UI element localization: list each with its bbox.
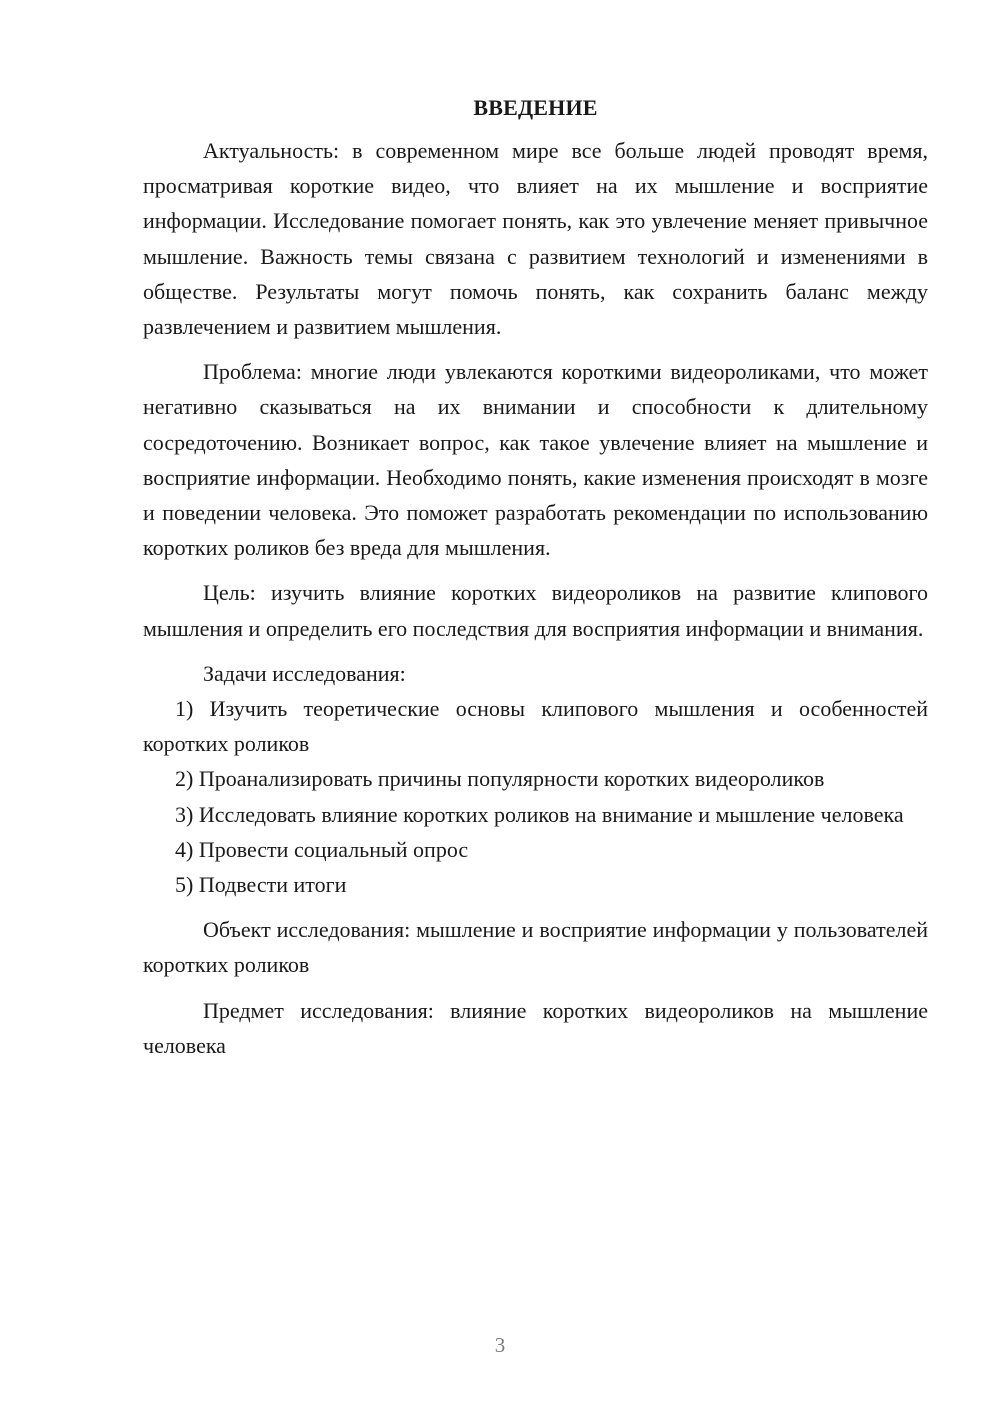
list-item: 5) Подвести итоги: [175, 872, 347, 898]
page-number: 3: [494, 1333, 506, 1357]
list-item: 4) Провести социальный опрос: [175, 836, 469, 862]
paragraph-goal: Цель: изучить влияние коротких видеороликов на развитие клипового мышления и определить его последствия для восприятия информации и внимания.: [143, 580, 928, 641]
page-content: [143, 90, 928, 1063]
list-item: 1) Изучить теоретические основы клипового мышления и особенностей коротких роликов: [143, 696, 928, 757]
tasks-list: [143, 691, 928, 902]
list-item: 2) Проанализировать причины популярности коротких видеороликов: [175, 766, 825, 792]
paragraph-object: Объект исследования: мышление и восприятие информации у пользователей коротких роликов: [143, 917, 928, 978]
paragraph-relevance: Актуальность: в современном мире все больше людей проводят время, просматривая короткие видео, что влияет на их мышление и восприятие информации. Исследование помогает понять, как это увлечение меняет привычное мышление. Важность темы связана с развитием технологий и изменениями в обществе. Результаты могут помочь понять, как сохранить баланс между развлечением и развитием мышления.: [143, 138, 928, 340]
paragraph-subject: Предмет исследования: влияние коротких видеороликов на мышление человека: [143, 997, 928, 1058]
paragraph-problem: Проблема: многие люди увлекаются короткими видеороликами, что может негативно сказываться на их внимании и способности к длительному сосредоточению. Возникает вопрос, как такое увлечение влияет на мышление и восприятие информации. Необходимо понять, какие изменения происходят в мозге и поведении человека. Это поможет разработать рекомендации по использованию коротких роликов без вреда для мышления.: [143, 359, 928, 561]
section-title: ВВЕДЕНИЕ: [473, 95, 598, 120]
tasks-heading: Задачи исследования:: [203, 660, 406, 686]
list-item: 3) Исследовать влияние коротких роликов на внимание и мышление человека: [175, 801, 904, 827]
